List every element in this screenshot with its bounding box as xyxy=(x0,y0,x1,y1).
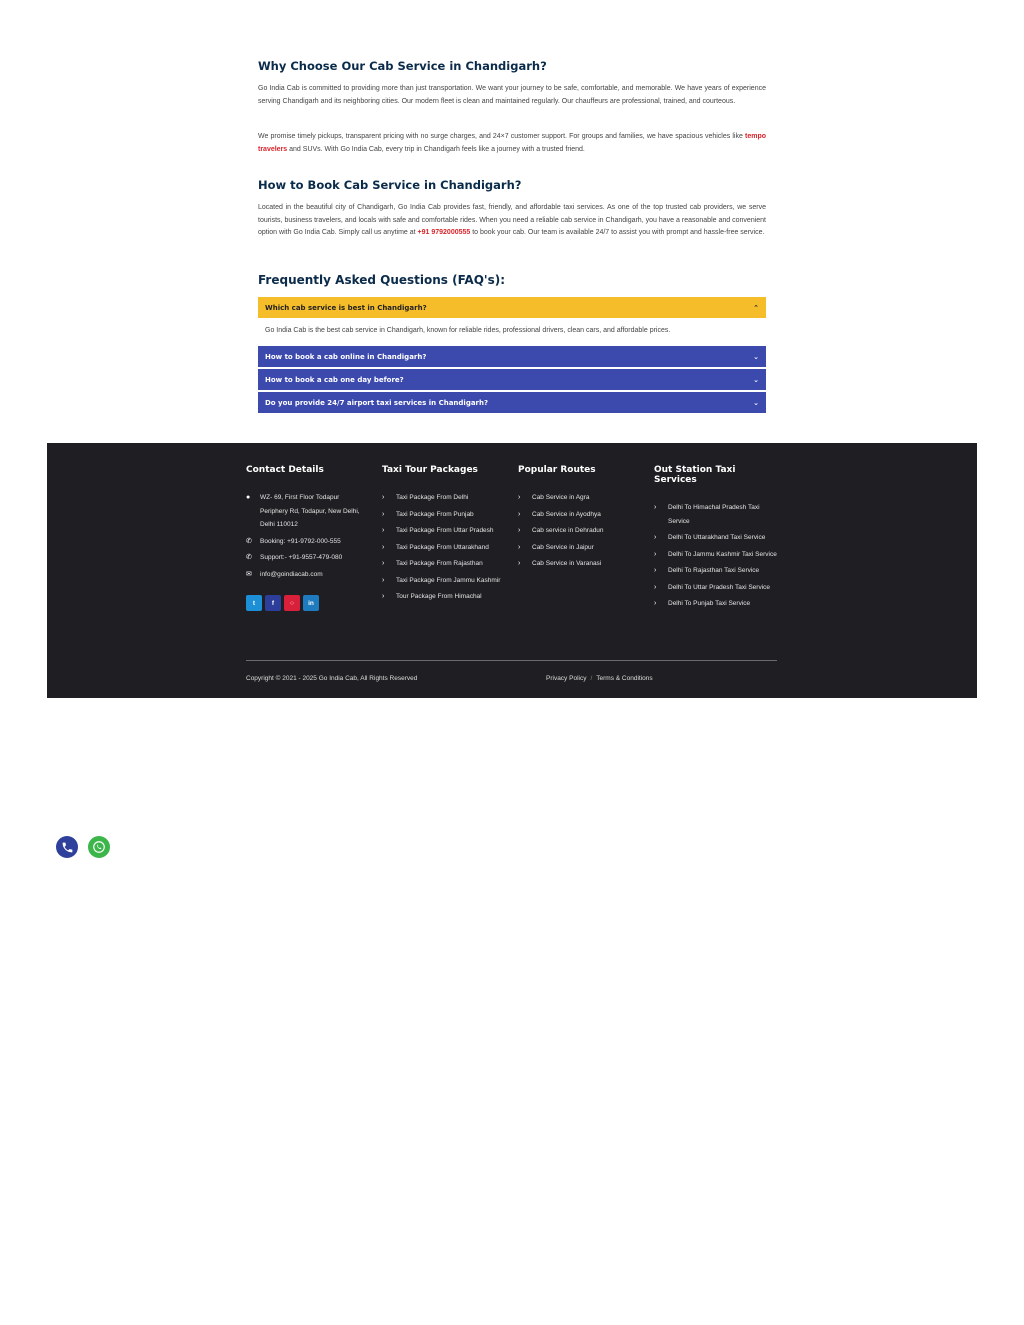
package-link[interactable] xyxy=(382,590,512,604)
facebook-icon[interactable]: f xyxy=(265,595,281,611)
email-item[interactable] xyxy=(246,568,366,582)
outstation-link[interactable] xyxy=(654,581,779,595)
package-link[interactable] xyxy=(382,491,512,505)
outstation-link-text: Delhi To Punjab Taxi Service xyxy=(668,600,751,607)
chevron-right-icon: › xyxy=(654,583,657,591)
privacy-policy-link[interactable]: Privacy Policy xyxy=(546,675,587,682)
chevron-right-icon: › xyxy=(518,494,521,501)
phone-link[interactable]: +91 9792000555 xyxy=(417,229,471,236)
chevron-right-icon: › xyxy=(518,510,521,518)
chevron-down-icon: ⌄ xyxy=(753,352,759,361)
chevron-right-icon: › xyxy=(518,560,521,567)
link-separator: / xyxy=(590,675,593,682)
chevron-right-icon: › xyxy=(654,600,657,607)
chevron-right-icon: › xyxy=(382,510,385,518)
why-paragraph-2 xyxy=(258,131,766,156)
package-link[interactable] xyxy=(382,541,512,555)
chevron-right-icon: › xyxy=(654,504,657,511)
chevron-right-icon: › xyxy=(654,534,657,541)
faq-answer-1: Go India Cab is the best cab service in Chandigarh, known for reliable rides, professional drivers, clean cars, and affordable prices. xyxy=(265,327,671,334)
route-link-text: Cab service in Dehradun xyxy=(532,527,604,534)
package-link-text: Taxi Package From Delhi xyxy=(396,494,469,501)
footer-legal-links xyxy=(546,675,653,682)
envelope-icon: ✉ xyxy=(246,570,252,578)
footer-contact-column xyxy=(246,465,366,611)
booking-item[interactable] xyxy=(246,535,366,549)
package-link[interactable] xyxy=(382,524,512,538)
chevron-right-icon: › xyxy=(518,527,521,534)
route-link-text: Cab Service in Ayodhya xyxy=(532,510,601,518)
instagram-icon[interactable]: ○ xyxy=(284,595,300,611)
phone-icon xyxy=(61,841,74,854)
package-link-text: Taxi Package From Rajasthan xyxy=(396,560,483,567)
phone-icon: ✆ xyxy=(246,537,252,545)
chevron-right-icon: › xyxy=(518,543,521,551)
faq-question-text: How to book a cab online in Chandigarh? xyxy=(265,352,427,361)
popular-routes-heading: Popular Routes xyxy=(518,465,596,475)
faq-question-3[interactable] xyxy=(258,369,766,390)
faq-item-4 xyxy=(258,392,766,413)
outstation-link[interactable] xyxy=(654,531,779,545)
route-link[interactable] xyxy=(518,524,638,538)
faq-question-text: How to book a cab one day before? xyxy=(265,375,404,384)
how-to-book-heading: How to Book Cab Service in Chandigarh? xyxy=(258,178,522,192)
chevron-right-icon: › xyxy=(654,567,657,574)
copyright-text: Copyright © 2021 - 2025 Go India Cab, All Rights Reserved xyxy=(246,675,418,682)
whatsapp-icon xyxy=(92,840,106,854)
chevron-right-icon: › xyxy=(382,543,385,551)
faq-question-1[interactable] xyxy=(258,297,766,318)
chevron-right-icon: › xyxy=(382,560,385,567)
outstation-heading: Out Station Taxi Services xyxy=(654,465,736,485)
why-paragraph-1: Go India Cab is committed to providing more than just transportation. We want your journey to be safe, comfortable, and memorable. We have years of experience serving Chandigarh and its neighboring cities. Our modern fleet is clean and maintained regularly. Our chauffeurs are professional, trained, and courteous. xyxy=(258,85,766,105)
linkedin-icon[interactable]: in xyxy=(303,595,319,611)
chevron-right-icon: › xyxy=(382,576,385,584)
why-choose-heading: Why Choose Our Cab Service in Chandigarh? xyxy=(258,59,547,73)
footer-divider xyxy=(246,660,777,661)
faq-item-3 xyxy=(258,369,766,390)
support-text: Support:- +91-9557-479-080 xyxy=(260,554,343,561)
chevron-down-icon: ⌄ xyxy=(753,375,759,384)
why-paragraph-2-text-end: and SUVs. With Go India Cab, every trip in Chandigarh feels like a journey with a trusted friend. xyxy=(287,145,585,153)
outstation-link[interactable] xyxy=(654,501,779,528)
outstation-link[interactable] xyxy=(654,564,779,578)
contact-details-heading: Contact Details xyxy=(246,465,324,475)
package-link[interactable] xyxy=(382,557,512,571)
route-link-text: Cab Service in Jaipur xyxy=(532,543,594,551)
route-link[interactable] xyxy=(518,541,638,555)
route-link-text: Cab Service in Agra xyxy=(532,494,590,501)
outstation-link[interactable] xyxy=(654,548,779,562)
route-link[interactable] xyxy=(518,557,638,571)
package-link-text: Taxi Package From Punjab xyxy=(396,510,474,518)
terms-conditions-link[interactable]: Terms & Conditions xyxy=(596,675,653,682)
package-link[interactable] xyxy=(382,508,512,522)
faq-question-text: Which cab service is best in Chandigarh? xyxy=(265,303,427,312)
outstation-link-text: Delhi To Uttar Pradesh Taxi Service xyxy=(668,583,771,591)
package-link-text: Tour Package From Himachal xyxy=(396,593,482,600)
whatsapp-button[interactable] xyxy=(88,836,110,858)
social-links xyxy=(246,595,366,611)
booking-text: Booking: +91-9792-000-555 xyxy=(260,537,341,545)
package-link-text: Taxi Package From Uttar Pradesh xyxy=(396,527,494,534)
chevron-down-icon: ⌄ xyxy=(753,398,759,407)
outstation-link-text: Delhi To Himachal Pradesh Taxi Service xyxy=(668,504,760,525)
package-link[interactable] xyxy=(382,574,512,588)
package-link-text: Taxi Package From Jammu Kashmir xyxy=(396,576,501,584)
why-paragraph-2-text: We promise timely pickups, transparent pricing with no surge charges, and 24×7 customer support. For groups and families, we have spacious vehicles like xyxy=(258,133,745,140)
chevron-right-icon: › xyxy=(382,593,385,600)
phone-icon: ✆ xyxy=(246,554,252,561)
how-to-book-paragraph xyxy=(258,202,766,240)
chevron-right-icon: › xyxy=(382,494,385,501)
footer-outstation-column xyxy=(654,465,779,614)
chevron-right-icon: › xyxy=(654,550,657,558)
outstation-link-text: Delhi To Jammu Kashmir Taxi Service xyxy=(668,550,777,558)
package-link-text: Taxi Package From Uttarakhand xyxy=(396,543,489,551)
taxi-tour-packages-heading: Taxi Tour Packages xyxy=(382,465,478,475)
how-paragraph-text: Located in the beautiful city of Chandigarh, Go India Cab provides fast, friendly, and affordable taxi services. As one of the top trusted cab providers, we serve tourists, business travelers, and locals with safe and comfortable rides. When you need a reliable cab service in Chandigarh, you have a reasonable and convenient option with Go India Cab. Simply call us anytime at xyxy=(258,204,766,236)
faq-item-2 xyxy=(258,346,766,367)
address-item xyxy=(246,491,366,532)
email-text: info@goindiacab.com xyxy=(260,570,323,578)
route-link[interactable] xyxy=(518,491,638,505)
route-link[interactable] xyxy=(518,508,638,522)
faq-heading: Frequently Asked Questions (FAQ's): xyxy=(258,273,506,287)
chevron-up-icon: ⌃ xyxy=(753,303,759,312)
chevron-right-icon: › xyxy=(382,527,385,534)
outstation-link-text: Delhi To Rajasthan Taxi Service xyxy=(668,567,760,574)
map-pin-icon: ● xyxy=(246,494,251,501)
outstation-link[interactable] xyxy=(654,597,779,611)
site-footer xyxy=(47,443,977,698)
faq-question-4[interactable] xyxy=(258,392,766,413)
faq-question-2[interactable] xyxy=(258,346,766,367)
footer-routes-column xyxy=(518,465,638,574)
call-button[interactable] xyxy=(56,836,78,858)
faq-item-1 xyxy=(258,297,766,334)
twitter-icon[interactable]: t xyxy=(246,595,262,611)
support-item[interactable] xyxy=(246,551,366,565)
how-paragraph-text-end: to book your cab. Our team is available 24/7 to assist you with prompt and hassle-free service. xyxy=(470,229,765,236)
tempo-travelers-link[interactable]: tempo travelers xyxy=(258,133,766,153)
footer-packages-column xyxy=(382,465,512,607)
faq-question-text: Do you provide 24/7 airport taxi services in Chandigarh? xyxy=(265,398,489,407)
outstation-link-text: Delhi To Uttarakhand Taxi Service xyxy=(668,534,766,541)
address-text: WZ- 69, First Floor Todapur Periphery Rd, Todapur, New Delhi, Delhi 110012 xyxy=(260,494,360,528)
route-link-text: Cab Service in Varanasi xyxy=(532,560,602,567)
